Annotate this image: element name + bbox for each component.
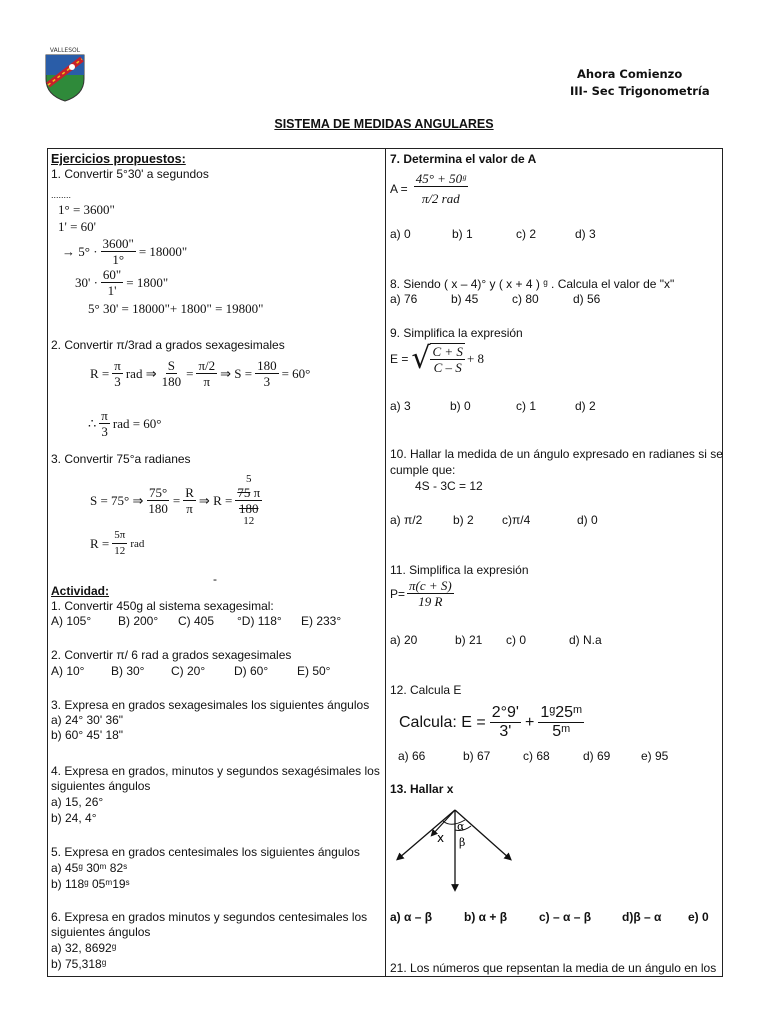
activity-1-options: A) 105° B) 200° C) 405 °D) 118° E) 233°	[51, 614, 342, 628]
e1-line5: 5° 30' = 18000"+ 1800" = 19800"	[88, 301, 264, 316]
e2-formula: R = $\frac{\pi}{3}$ rad ⇒ $\frac{S}{180}$ = $\frac{\pi/2}{\pi}$ ⇒ S = $\frac{180}{3}$ = 60°	[90, 358, 311, 389]
activity-2: 2. Convertir π/ 6 rad a grados sexagesimales	[51, 648, 292, 662]
q9-options: a) 3 b) 0 c) 1 d) 2	[390, 399, 596, 413]
activity-3-a: a) 24° 30' 36"	[51, 713, 124, 727]
header-line1: Ahora Comienzo	[577, 67, 683, 81]
activity-4-line1: 4. Expresa en grados, minutos y segundos sexagésimales los	[51, 764, 380, 778]
activity-5: 5. Expresa en grados centesimales los siguientes ángulos	[51, 845, 360, 859]
question-13: 13. Hallar x	[390, 782, 454, 796]
activity-2-options: A) 10° B) 30° C) 20° D) 60° E) 50°	[51, 664, 331, 678]
q13-options: a) α – β b) α + β c) – α – β d)β – α e) 0	[390, 910, 709, 924]
q12-formula: Calcula: E = $\frac{2^\circ 9'}{3'}$ + $\frac{\text{1ᵍ25ᵐ}}{\text{5ᵐ}}$	[399, 704, 583, 740]
e1-line4: 30' · $\frac{60"}{1'}$ = 1800"	[75, 267, 169, 298]
activity-1: 1. Convertir 450g al sistema sexagesimal:	[51, 599, 274, 613]
exercise-2: 2. Convertir π/3rad a grados sexagesimales	[51, 338, 285, 352]
left-heading: Ejercicios propuestos:	[51, 152, 186, 166]
q11-formula: P= $\frac{\pi(c + S)}{19 R}$	[390, 578, 452, 609]
e3-formula: S = 75° ⇒ $\frac{75^\circ}{180}$ = $\frac{R}{\pi}$ ⇒ R = 5 $\frac{75 \pi}{180}$ 12	[90, 473, 261, 527]
question-10-line2: cumple que:	[390, 463, 456, 477]
e1-line3: → 5° · $\frac{3600"}{1^\circ}$ = 18000"	[62, 236, 188, 267]
question-10-line1: 10. Hallar la medida de un ángulo expresado en radianes si se	[390, 447, 723, 461]
page-title: SISTEMA DE MEDIDAS ANGULARES	[274, 117, 494, 131]
q9-formula: E = √ $\frac{C + S}{C - S}$ + 8	[390, 341, 485, 376]
column-divider	[385, 148, 386, 977]
svg-text:x: x	[437, 831, 445, 845]
q7-options: a) 0 b) 1 c) 2 d) 3	[390, 227, 596, 241]
dash-mark: -	[213, 572, 217, 586]
e2-therefore: ∴ $\frac{\pi}{3}$ rad = 60°	[88, 408, 162, 439]
activity-5-b: b) 118ᵍ 05ᵐ19ˢ	[51, 877, 130, 891]
header-line2: III- Sec Trigonometría	[570, 84, 710, 98]
q10-equation: 4S - 3C = 12	[415, 479, 483, 493]
q7-formula: A = $\frac{\text{45° + 50ᵍ}}{\text{π/2 rad}}$	[390, 171, 466, 206]
activity-3: 3. Expresa en grados sexagesimales los siguientes ángulos	[51, 698, 370, 712]
exercise-1: 1. Convertir 5°30' a segundos	[51, 167, 209, 181]
activity-6-b: b) 75,318ᵍ	[51, 957, 107, 971]
question-11: 11. Simplifica la expresión	[390, 563, 529, 577]
question-9: 9. Simplifica la expresión	[390, 326, 523, 340]
activity-5-a: a) 45ᵍ 30ᵐ 82ˢ	[51, 861, 128, 875]
svg-text:β: β	[459, 836, 466, 849]
q11-options: a) 20 b) 21 c) 0 d) N.a	[390, 633, 602, 647]
dots: ........	[51, 190, 72, 200]
activity-heading: Actividad:	[51, 584, 110, 598]
e1-line2: 1' = 60'	[58, 219, 97, 234]
question-12: 12. Calcula E	[390, 683, 462, 697]
school-logo	[42, 45, 88, 103]
q13-angle-diagram	[393, 800, 513, 892]
activity-4-b: b) 24, 4°	[51, 811, 97, 825]
question-7: 7. Determina el valor de A	[390, 152, 537, 166]
question-8: 8. Siendo ( x – 4)° y ( x + 4 ) ᵍ . Calcula el valor de "x"	[390, 277, 675, 291]
question-21: 21. Los números que repsentan la media de un ángulo en los	[390, 961, 717, 975]
activity-6-a: a) 32, 8692ᵍ	[51, 941, 117, 955]
activity-6-line2: siguientes ángulos	[51, 925, 151, 939]
logo-text: VALLESOL	[49, 47, 81, 54]
e3-result: R = $\frac{5\pi}{12}$ rad	[90, 529, 145, 557]
e1-line1: 1° = 3600"	[58, 202, 115, 217]
activity-3-b: b) 60° 45' 18"	[51, 728, 124, 742]
q10-options: a) π/2 b) 2 c)π/4 d) 0	[390, 513, 598, 527]
activity-6-line1: 6. Expresa en grados minutos y segundos centesimales los	[51, 910, 368, 924]
activity-4-line2: siguientes ángulos	[51, 779, 151, 793]
svg-text:α: α	[457, 820, 465, 833]
q12-options: a) 66 b) 67 c) 68 d) 69 e) 95	[398, 749, 669, 763]
exercise-3: 3. Convertir 75°a radianes	[51, 452, 191, 466]
activity-4-a: a) 15, 26°	[51, 795, 104, 809]
q8-options: a) 76 b) 45 c) 80 d) 56	[390, 292, 601, 306]
